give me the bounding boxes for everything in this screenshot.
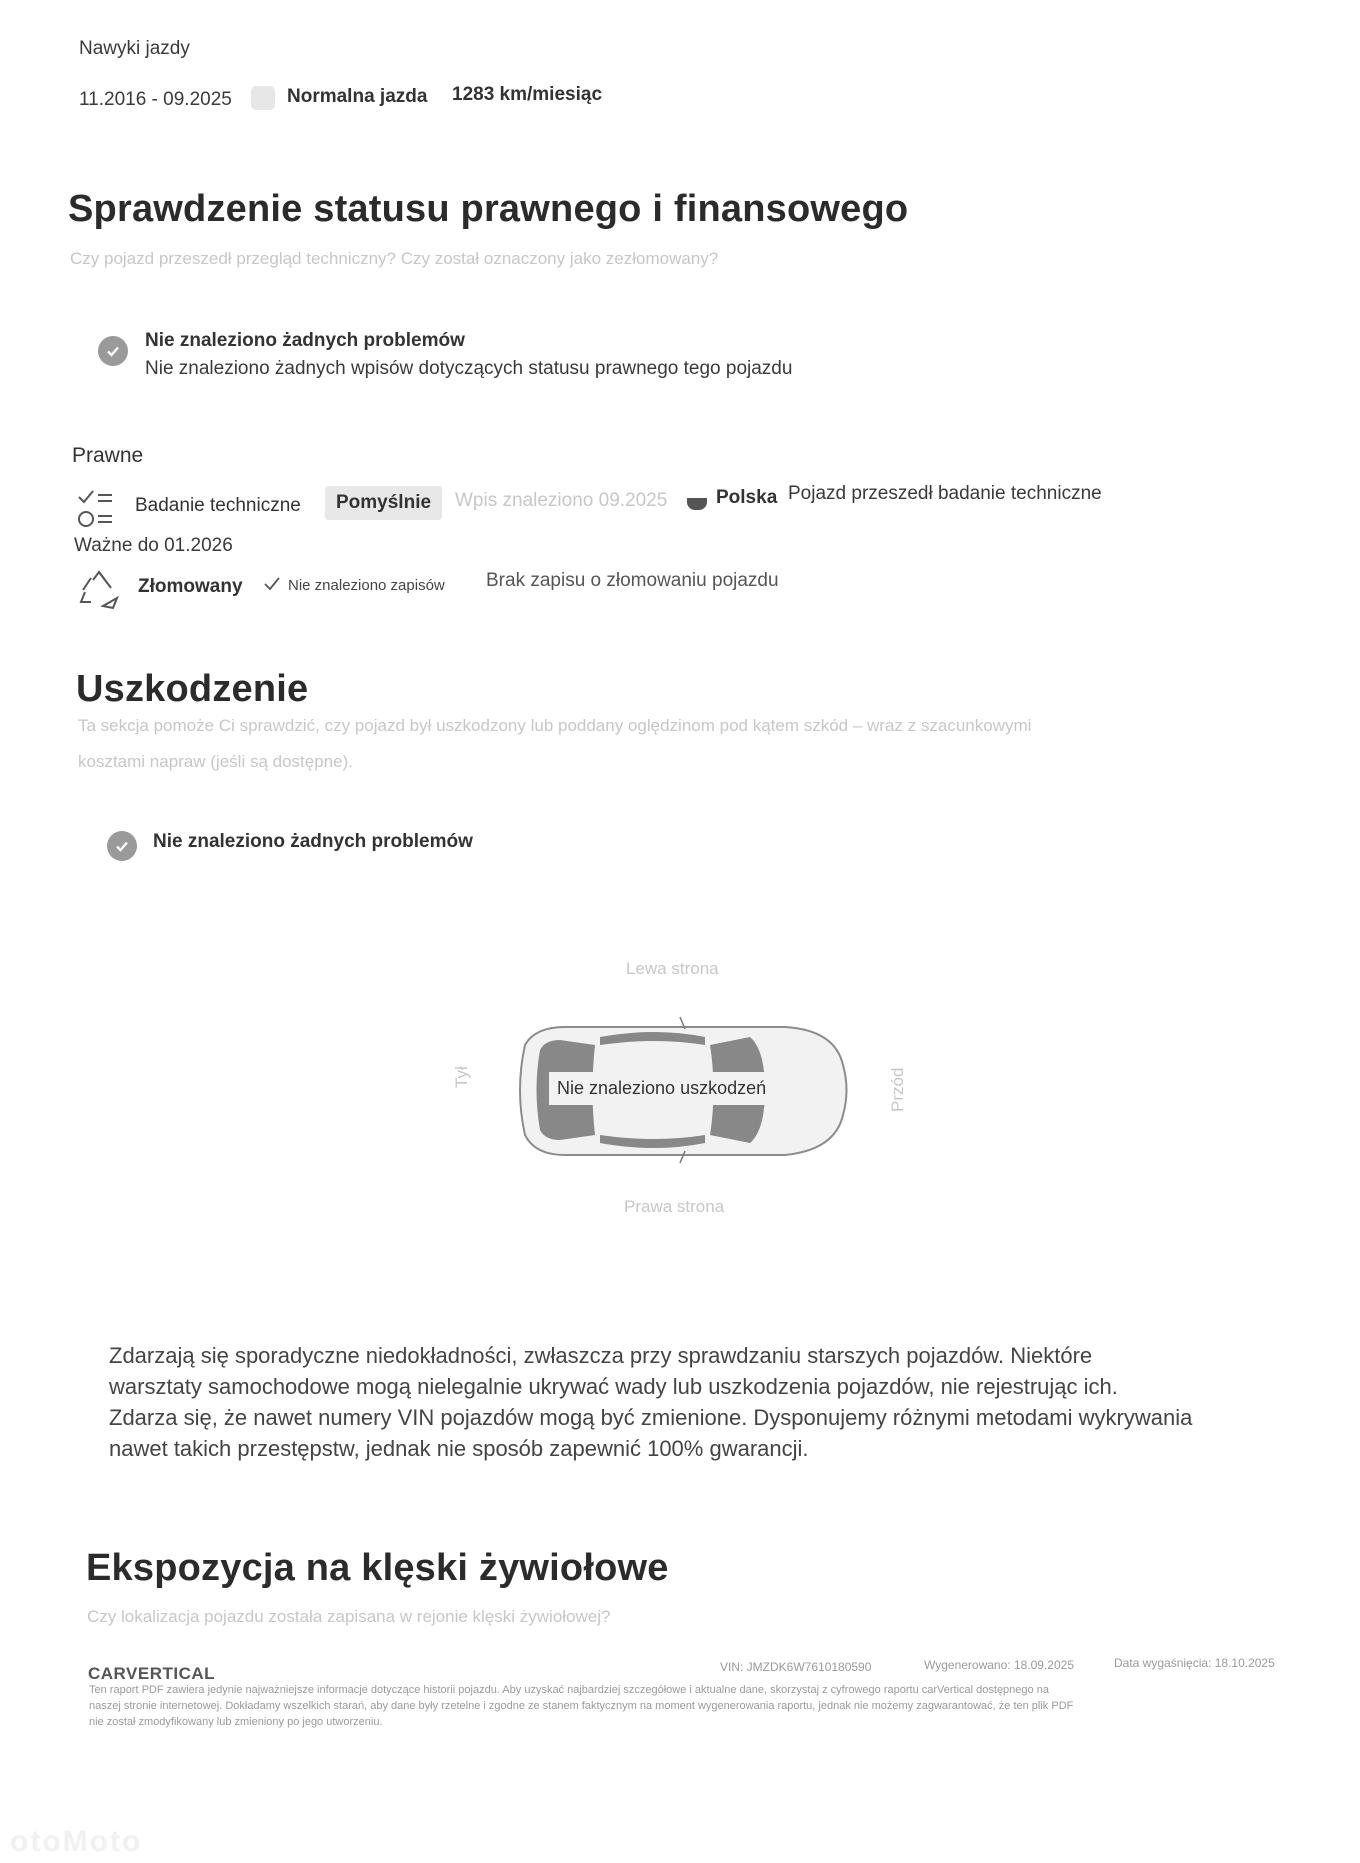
legal-status-title: Nie znaleziono żadnych problemów bbox=[145, 330, 465, 351]
disaster-section-title: Ekspozycja na klęski żywiołowe bbox=[86, 1547, 669, 1589]
inspection-record: Wpis znaleziono 09.2025 bbox=[455, 490, 668, 511]
footer-vin: VIN: JMZDK6W7610180590 bbox=[720, 1660, 872, 1674]
check-circle-icon bbox=[107, 831, 137, 861]
diagram-right-label: Prawa strona bbox=[624, 1197, 725, 1216]
scrapped-label: Złomowany bbox=[138, 576, 243, 597]
damage-section-title: Uszkodzenie bbox=[76, 668, 309, 710]
inspection-valid: Ważne do 01.2026 bbox=[74, 535, 233, 556]
damage-subtitle-line1: Ta sekcja pomoże Ci sprawdzić, czy pojazd był uszkodzony lub poddany oględzinom pod kątem szkód – wraz z szacunkowymi bbox=[78, 716, 1032, 735]
scrapped-desc: Brak zapisu o złomowaniu pojazdu bbox=[486, 570, 779, 591]
checkmark-icon bbox=[262, 574, 282, 599]
footer-expires: Data wygaśnięcia: 18.10.2025 bbox=[1114, 1656, 1275, 1670]
footer-text-2: naszej stronie internetowej. Dokładamy wszelkich starań, aby dane były rzetelne i zgodne ze stanem faktycznym na moment wygenerowania raportu, jednak nie możemy zagwarantować, że ten plik PDF bbox=[89, 1700, 1074, 1712]
inspection-status-badge: Pomyślnie bbox=[325, 486, 442, 520]
diagram-front-label: Przód bbox=[888, 1067, 907, 1112]
diagram-left-label: Lewa strona bbox=[626, 959, 719, 978]
gauge-icon bbox=[251, 86, 275, 110]
habits-title: Nawyki jazdy bbox=[79, 38, 190, 59]
habits-style: Normalna jazda bbox=[287, 86, 428, 107]
inspection-country: Polska bbox=[716, 487, 778, 508]
damage-status-title: Nie znaleziono żadnych problemów bbox=[153, 831, 473, 852]
flag-icon bbox=[687, 497, 707, 515]
disclaimer-line-1: Zdarzają się sporadyczne niedokładności, zwłaszcza przy sprawdzaniu starszych pojazdów. Niektóre bbox=[109, 1343, 1093, 1368]
footer-text-1: Ten raport PDF zawiera jedynie najważniejsze informacje dotyczące historii pojazdu. Aby uzyskać najbardziej szczegółowe i aktualne dane, skorzystaj z cyfrowego raportu carVertical dostępnego na bbox=[89, 1684, 1049, 1696]
inspection-desc: Pojazd przeszedł badanie techniczne bbox=[788, 483, 1102, 504]
no-damage-label: Nie znaleziono uszkodzeń bbox=[549, 1072, 774, 1105]
habits-period: 11.2016 - 09.2025 bbox=[79, 89, 232, 110]
footer-text-3: nie został zmodyfikowany lub zmieniony po jego utworzeniu. bbox=[89, 1716, 383, 1728]
disclaimer-line-2: warsztaty samochodowe mogą nielegalnie ukrywać wady lub uszkodzenia pojazdów, nie rejestrując ich. bbox=[109, 1374, 1118, 1399]
damage-subtitle-line2: kosztami napraw (jeśli są dostępne). bbox=[78, 752, 353, 771]
check-circle-icon bbox=[98, 336, 128, 366]
inspection-label: Badanie techniczne bbox=[135, 495, 301, 516]
legal-section-subtitle: Czy pojazd przeszedł przegląd techniczny? Czy został oznaczony jako zezłomowany? bbox=[70, 249, 719, 268]
scrapped-status: Nie znaleziono zapisów bbox=[288, 577, 445, 594]
legal-group-label: Prawne bbox=[72, 444, 144, 467]
recycle-icon bbox=[77, 568, 121, 617]
carvertical-logo: CARVERTICAL bbox=[88, 1664, 216, 1683]
disclaimer-line-3: Zdarza się, że nawet numery VIN pojazdów mogą być zmienione. Dysponujemy różnymi metodami wykrywania bbox=[109, 1405, 1193, 1430]
legal-status-desc: Nie znaleziono żadnych wpisów dotyczących statusu prawnego tego pojazdu bbox=[145, 358, 793, 379]
watermark: otoMoto bbox=[10, 1825, 143, 1858]
disclaimer-line-4: nawet takich przestępstw, jednak nie sposób zapewnić 100% gwarancji. bbox=[109, 1436, 809, 1461]
legal-section-title: Sprawdzenie statusu prawnego i finansowego bbox=[68, 188, 909, 230]
habits-mileage: 1283 km/miesiąc bbox=[452, 84, 603, 105]
footer-generated: Wygenerowano: 18.09.2025 bbox=[924, 1658, 1074, 1672]
checklist-icon bbox=[76, 488, 120, 537]
diagram-rear-label: Tył bbox=[452, 1066, 471, 1088]
disaster-section-subtitle: Czy lokalizacja pojazdu została zapisana w rejonie klęski żywiołowej? bbox=[87, 1607, 611, 1626]
